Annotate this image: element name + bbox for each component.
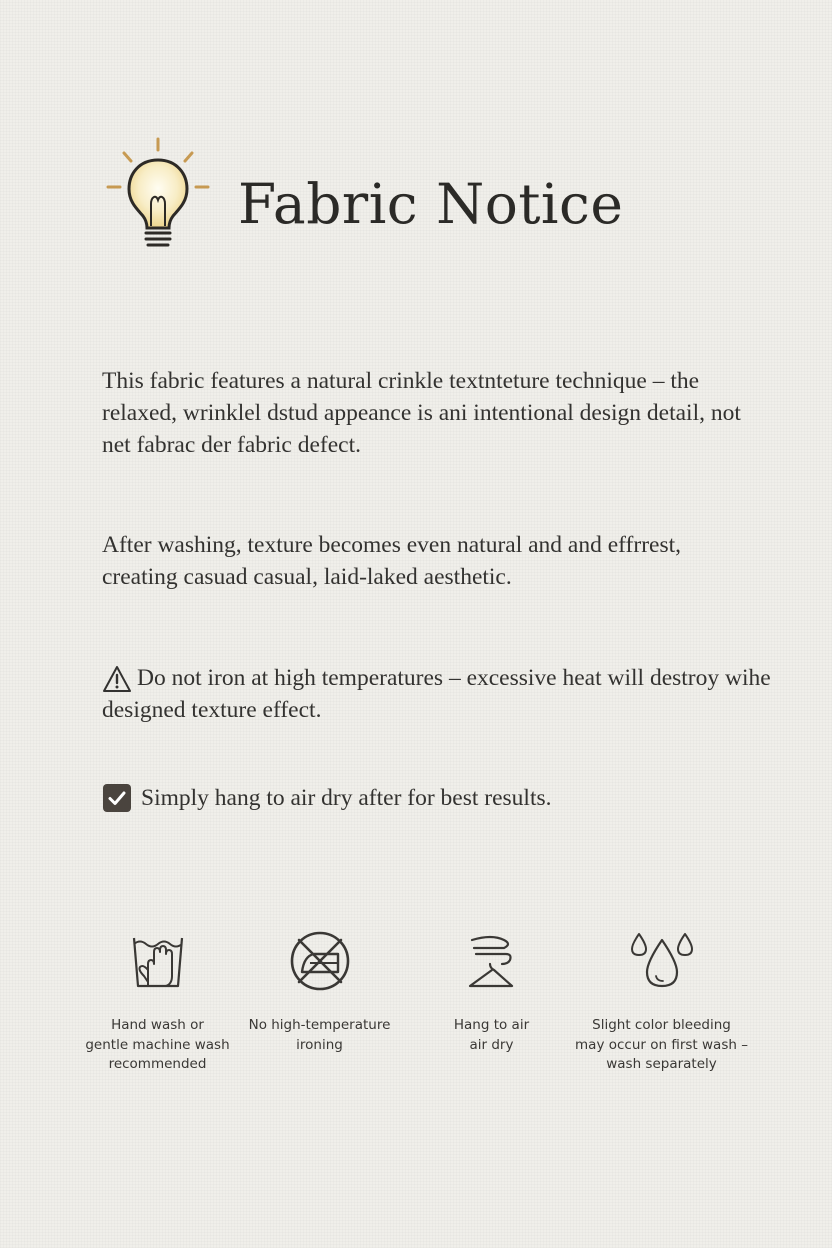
- care-item-hang-dry: [404, 930, 579, 1055]
- after-wash-paragraph: After washing, texture becomes even natural and and effrrest, creating casuad casual, laid-laked aesthetic.: [102, 532, 681, 590]
- water-drops-icon: [627, 930, 697, 992]
- warning-text: Do not iron at high temperatures – excessive heat will destroy wihe designed texture effect.: [102, 665, 771, 723]
- care-instructions: [70, 930, 770, 1090]
- lightbulb-icon: [104, 134, 214, 252]
- tip-text: Simply hang to air dry after for best results.: [141, 785, 552, 811]
- hand-wash-icon: [128, 930, 188, 992]
- care-item-hand-wash: [70, 930, 245, 1075]
- care-item-no-iron: [232, 930, 407, 1055]
- warning-triangle-icon: [102, 665, 132, 693]
- intro-paragraph: This fabric features a natural crinkle textnteture technique – the relaxed, wrinklel dstud appeance is ani intentional design detail, not net fabrac der fabric defect.: [102, 368, 741, 458]
- page-title: Fabric Notice: [238, 172, 624, 236]
- care-label: No high-temperature ironing: [248, 1017, 391, 1053]
- iron-warning: [102, 662, 782, 726]
- care-label: Hang to air air dry: [453, 1017, 530, 1053]
- care-label: Slight color bleeding may occur on first wash – wash separately: [575, 1017, 748, 1072]
- checkbox-checked-icon: [103, 784, 131, 812]
- hang-dry-icon: [462, 930, 522, 992]
- care-label: Hand wash or gentle machine wash recommended: [85, 1017, 230, 1072]
- care-item-color-bleed: [574, 930, 749, 1075]
- no-iron-icon: [288, 930, 352, 992]
- header: [104, 134, 744, 254]
